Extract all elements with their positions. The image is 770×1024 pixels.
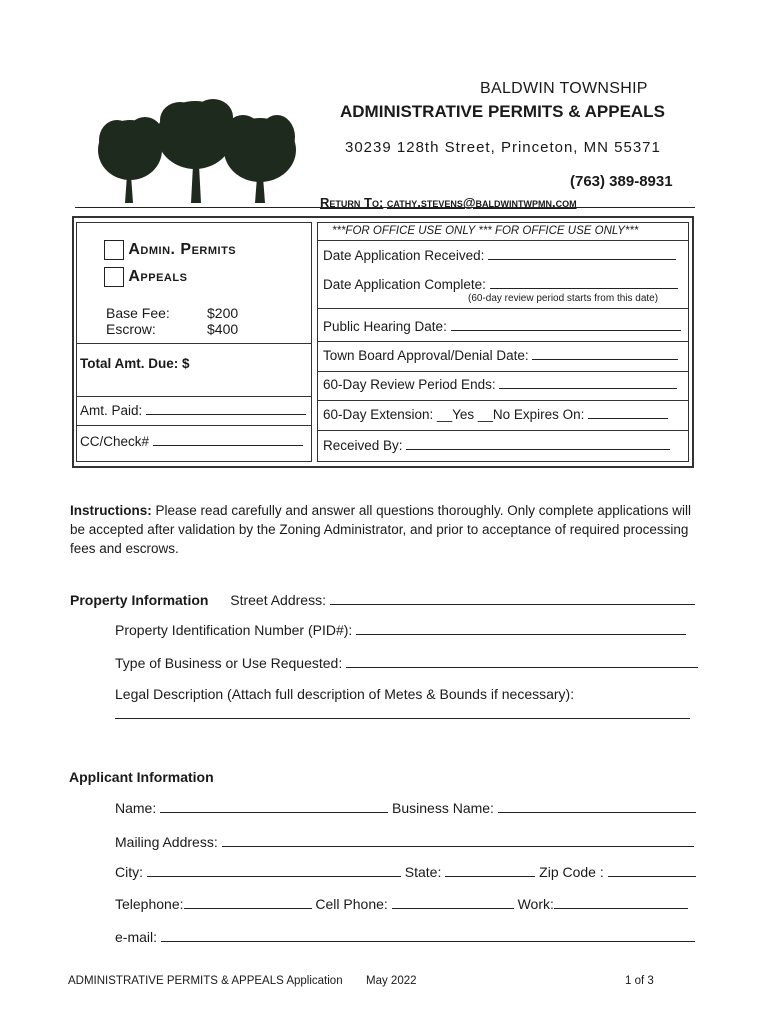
pid-row (115, 622, 686, 638)
work-field[interactable] (554, 908, 688, 909)
legal-description-field[interactable] (115, 718, 690, 719)
appeals-option[interactable] (104, 267, 187, 287)
date-complete-row (323, 277, 678, 292)
appeals-checkbox[interactable] (104, 267, 124, 287)
date-received-label: Date Application Received: (323, 248, 485, 263)
fee-divider (77, 425, 311, 426)
cc-check-label: CC/Check# (80, 434, 150, 449)
property-section-title: Property Information (70, 592, 209, 608)
tree-logo (95, 95, 305, 207)
extension-label: 60-Day Extension: __Yes __No Expires On: (323, 407, 585, 422)
mailing-address-label: Mailing Address: (115, 834, 218, 850)
escrow-value: $400 (207, 321, 239, 337)
total-due-label: Total Amt. Due: $ (80, 356, 190, 371)
legal-description-label: Legal Description (Attach full description of Metes & Bounds if necessary): (115, 686, 575, 702)
footer-title: ADMINISTRATIVE PERMITS & APPEALS Application (68, 975, 343, 987)
instructions-text: Please read carefully and answer all questions thoroughly. Only complete applications will be accepted after validation by the Zoning Administrator, and prior to acceptance of required processing fees and escrows. (70, 503, 692, 556)
amt-paid-field[interactable] (146, 414, 306, 415)
board-approval-label: Town Board Approval/Denial Date: (323, 348, 529, 363)
date-complete-label: Date Application Complete: (323, 277, 486, 292)
office-divider (318, 371, 688, 372)
fee-divider (77, 343, 311, 344)
pid-label: Property Identification Number (PID#): (115, 622, 353, 638)
name-row (115, 800, 696, 816)
received-by-label: Received By: (323, 438, 403, 453)
cell-phone-label: Cell Phone: (315, 896, 388, 912)
extension-expires-field[interactable] (588, 418, 668, 419)
mailing-address-row (115, 834, 694, 850)
zip-label: Zip Code : (539, 864, 604, 880)
date-received-row (323, 248, 676, 263)
telephone-label: Telephone: (115, 896, 184, 912)
review-ends-row (323, 377, 677, 392)
applicant-section-title: Applicant Information (69, 769, 214, 785)
admin-permits-option[interactable] (104, 240, 236, 260)
city-field[interactable] (147, 876, 401, 877)
cc-check-field[interactable] (153, 445, 303, 446)
pid-field[interactable] (356, 634, 686, 635)
public-hearing-label: Public Hearing Date: (323, 319, 447, 334)
mailing-address-field[interactable] (222, 846, 694, 847)
received-by-field[interactable] (406, 449, 670, 450)
township-address: 30239 128th Street, Princeton, MN 55371 (345, 139, 661, 156)
page-number: 1 of 3 (625, 975, 654, 987)
office-divider (318, 341, 688, 342)
date-received-field[interactable] (488, 259, 676, 260)
office-divider (318, 308, 688, 309)
business-type-row (115, 655, 698, 671)
extension-row (323, 407, 668, 422)
return-to-label: Return To: (320, 195, 384, 210)
fee-divider (77, 396, 311, 397)
review-ends-label: 60-Day Review Period Ends: (323, 377, 496, 392)
public-hearing-row (323, 319, 681, 334)
state-field[interactable] (445, 876, 535, 877)
office-divider (318, 240, 688, 241)
office-use-banner: ***FOR OFFICE USE ONLY *** FOR OFFICE USE ONLY*** (332, 225, 639, 237)
header-divider (75, 207, 695, 208)
city-label: City: (115, 864, 143, 880)
township-phone: (763) 389-8931 (570, 173, 673, 190)
appeals-label: Appeals (128, 268, 188, 286)
cell-phone-field[interactable] (392, 908, 514, 909)
zip-field[interactable] (608, 876, 696, 877)
name-field[interactable] (160, 812, 388, 813)
review-ends-field[interactable] (499, 388, 677, 389)
base-fee-label: Base Fee: (106, 305, 170, 321)
received-by-row (323, 438, 670, 453)
instructions-label: Instructions: (70, 503, 152, 518)
public-hearing-field[interactable] (451, 330, 681, 331)
business-name-field[interactable] (498, 812, 696, 813)
state-label: State: (404, 864, 442, 880)
business-name-label: Business Name: (392, 800, 494, 816)
board-approval-row (323, 348, 678, 363)
footer-date: May 2022 (366, 975, 417, 987)
email-row (115, 929, 695, 945)
business-type-field[interactable] (346, 667, 698, 668)
street-address-field[interactable] (330, 604, 695, 605)
instructions (70, 501, 695, 558)
cc-check-row (80, 434, 303, 449)
township-name: BALDWIN TOWNSHIP (480, 80, 648, 97)
email-label: e-mail: (115, 929, 158, 945)
street-address-label: Street Address: (230, 592, 326, 608)
office-divider (318, 430, 688, 431)
board-approval-field[interactable] (532, 359, 678, 360)
name-label: Name: (115, 800, 157, 816)
city-state-zip-row (115, 864, 696, 880)
base-fee-value: $200 (207, 305, 239, 321)
return-email[interactable]: cathy.stevens@baldwintwpmn.com (386, 195, 577, 210)
business-type-label: Type of Business or Use Requested: (115, 655, 343, 671)
escrow-label: Escrow: (106, 321, 156, 337)
street-address-row (70, 592, 695, 608)
office-divider (318, 400, 688, 401)
phones-row (115, 896, 688, 912)
admin-permits-label: Admin. Permits (128, 241, 237, 259)
date-complete-field[interactable] (490, 288, 678, 289)
telephone-field[interactable] (184, 908, 312, 909)
work-label: Work: (517, 896, 554, 912)
admin-permits-checkbox[interactable] (104, 240, 124, 260)
review-period-note: (60-day review period starts from this date) (468, 293, 659, 304)
amt-paid-label: Amt. Paid: (80, 403, 143, 418)
email-field[interactable] (161, 941, 695, 942)
form-title: ADMINISTRATIVE PERMITS & APPEALS (340, 102, 665, 121)
amt-paid-row (80, 403, 306, 418)
